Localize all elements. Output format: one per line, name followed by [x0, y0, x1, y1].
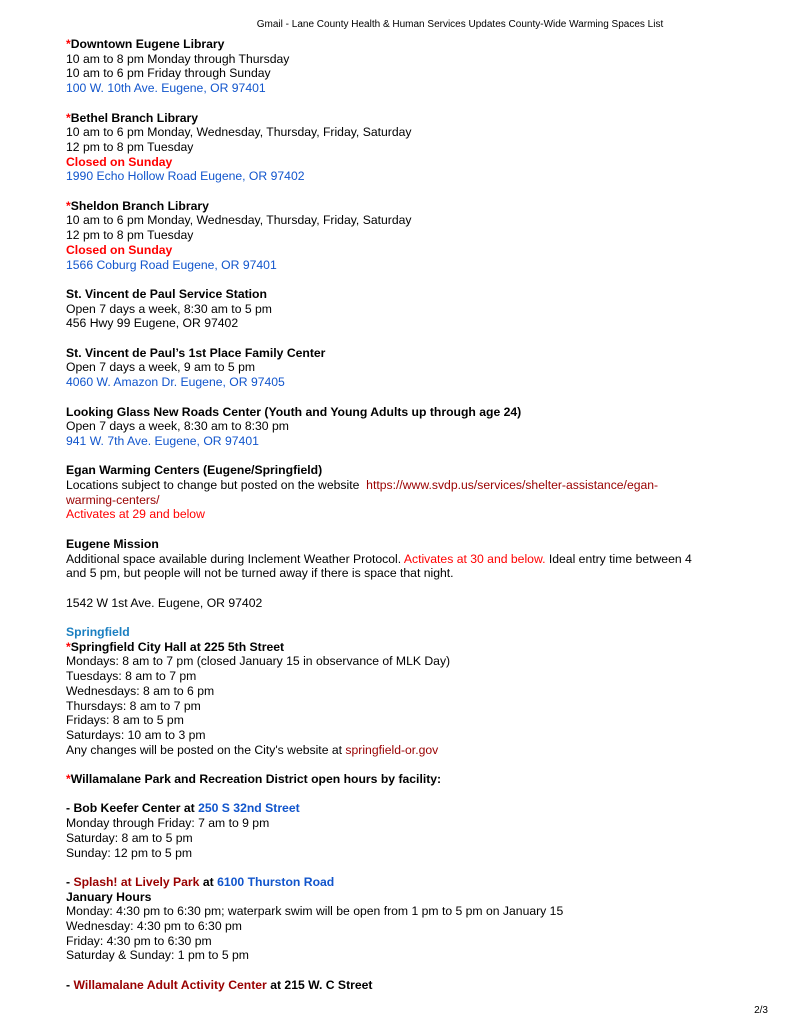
egan-description: Locations subject to change but posted on the website [66, 478, 360, 492]
page-number: 2/3 [754, 1005, 768, 1016]
adult-center-link[interactable]: Willamalane Adult Activity Center [73, 977, 267, 992]
bob-keefer-heading [66, 801, 736, 816]
address-text: at 215 W. C Street [270, 977, 373, 992]
hours-line: Friday: 4:30 pm to 6:30 pm [66, 933, 212, 948]
hours-line: Monday: 4:30 pm to 6:30 pm; waterpark swim will be open from 1 pm to 5 pm on January 15 [66, 904, 564, 919]
egan-activation: Activates at 29 and below [66, 507, 205, 522]
egan-website-link[interactable]: https://www.svdp.us/services/shelter-assistance/egan- [366, 478, 659, 492]
hours-line: Mondays: 8 am to 7 pm (closed January 15 in observance of MLK Day) [66, 654, 451, 669]
hours-line: Saturday: 8 am to 5 pm [66, 830, 193, 845]
willamalane-heading [66, 772, 736, 787]
address-link[interactable]: 1990 Echo Hollow Road Eugene, OR 97402 [66, 169, 305, 184]
facility-name: - Bob Keefer Center at [66, 801, 195, 816]
address-link[interactable]: 1566 Coburg Road Eugene, OR 97401 [66, 257, 277, 272]
mission-entry-time: Ideal entry time between 4 [548, 551, 692, 566]
address-link[interactable]: 941 W. 7th Ave. Eugene, OR 97401 [66, 433, 259, 448]
hours-line: 10 am to 6 pm Monday, Wednesday, Thursday, Friday, Saturday [66, 125, 412, 140]
hours-line: Monday through Friday: 7 am to 9 pm [66, 816, 270, 831]
splash-link[interactable]: Splash! at Lively Park [73, 874, 200, 889]
hours-line: 12 pm to 8 pm Tuesday [66, 139, 194, 154]
asterisk: * [66, 37, 71, 51]
looking-glass-name: Looking Glass New Roads Center (Youth and Young Adults up through age 24) [66, 404, 522, 419]
svdp-family-name: St. Vincent de Paul’s 1st Place Family Center [66, 345, 326, 360]
hours-line: Open 7 days a week, 8:30 am to 8:30 pm [66, 419, 289, 434]
hours-line: 10 am to 6 pm Monday, Wednesday, Thursday, Friday, Saturday [66, 213, 412, 228]
location-name: Sheldon Branch Library [70, 198, 209, 213]
address-link[interactable]: 250 S 32nd Street [198, 801, 300, 816]
address-link[interactable]: 6100 Thurston Road [217, 874, 335, 889]
downtown-library-name [66, 37, 736, 52]
location-name: Springfield City Hall at 225 5th Street [70, 639, 285, 654]
heading-text: Willamalane Park and Recreation District open hours by facility: [70, 772, 442, 786]
svdp-station-name: St. Vincent de Paul Service Station [66, 286, 267, 301]
hours-line: Tuesdays: 8 am to 7 pm [66, 669, 197, 684]
hours-line: Thursdays: 8 am to 7 pm [66, 698, 201, 713]
page-header-title: Gmail - Lane County Health & Human Services Updates County-Wide Warming Spaces List [256, 19, 664, 30]
sheldon-library-name [66, 199, 736, 214]
dash: - [66, 977, 71, 992]
january-hours-heading: January Hours [66, 889, 152, 904]
city-hall-name [66, 640, 736, 655]
hours-line: Open 7 days a week, 9 am to 5 pm [66, 360, 256, 375]
mission-text [66, 552, 736, 567]
asterisk: * [66, 110, 71, 125]
asterisk: * [66, 772, 71, 786]
bethel-library-name [66, 111, 736, 126]
hours-line: Fridays: 8 am to 5 pm [66, 713, 184, 728]
hours-line: Sunday: 12 pm to 5 pm [66, 845, 193, 860]
hours-line: Saturdays: 10 am to 3 pm [66, 727, 206, 742]
asterisk: * [66, 198, 71, 213]
adult-center-heading [66, 978, 736, 993]
location-name: Bethel Branch Library [70, 110, 199, 125]
hours-line: 10 am to 6 pm Friday through Sunday [66, 66, 271, 81]
address-text: 456 Hwy 99 Eugene, OR 97402 [66, 316, 239, 331]
hours-line: 12 pm to 8 pm Tuesday [66, 228, 194, 243]
hours-line: Open 7 days a week, 8:30 am to 5 pm [66, 301, 272, 316]
city-website-link[interactable]: springfield-or.gov [345, 742, 439, 757]
egan-website-link-continued[interactable]: warming-centers/ [66, 492, 160, 507]
email-body [66, 37, 736, 993]
springfield-section-heading: Springfield [66, 624, 130, 639]
mission-activation: Activates at 30 and below. [403, 551, 546, 566]
hours-line: 10 am to 8 pm Monday through Thursday [66, 51, 290, 66]
dash: - [66, 874, 71, 889]
hours-line: Saturday & Sunday: 1 pm to 5 pm [66, 948, 249, 963]
address-text: 1542 W 1st Ave. Eugene, OR 97402 [66, 595, 263, 610]
address-link[interactable]: 4060 W. Amazon Dr. Eugene, OR 97405 [66, 375, 285, 390]
closed-notice: Closed on Sunday [66, 154, 173, 169]
splash-heading [66, 875, 736, 890]
egan-name: Egan Warming Centers (Eugene/Springfield) [66, 463, 323, 478]
address-link[interactable]: 100 W. 10th Ave. Eugene, OR 97401 [66, 81, 266, 96]
city-changes-note [66, 743, 736, 758]
closed-notice: Closed on Sunday [66, 242, 173, 257]
mission-text-continued: and 5 pm, but people will not be turned away if there is space that night. [66, 566, 454, 581]
egan-text [66, 478, 736, 493]
changes-text: Any changes will be posted on the City's website at [66, 742, 343, 757]
hours-line: Wednesday: 4:30 pm to 6:30 pm [66, 919, 242, 933]
mission-description: Additional space available during Inclement Weather Protocol. [66, 551, 402, 566]
at-text: at [202, 874, 214, 889]
hours-line: Wednesdays: 8 am to 6 pm [66, 683, 215, 698]
asterisk: * [66, 639, 71, 654]
location-name: Downtown Eugene Library [70, 37, 225, 51]
mission-name: Eugene Mission [66, 536, 159, 551]
